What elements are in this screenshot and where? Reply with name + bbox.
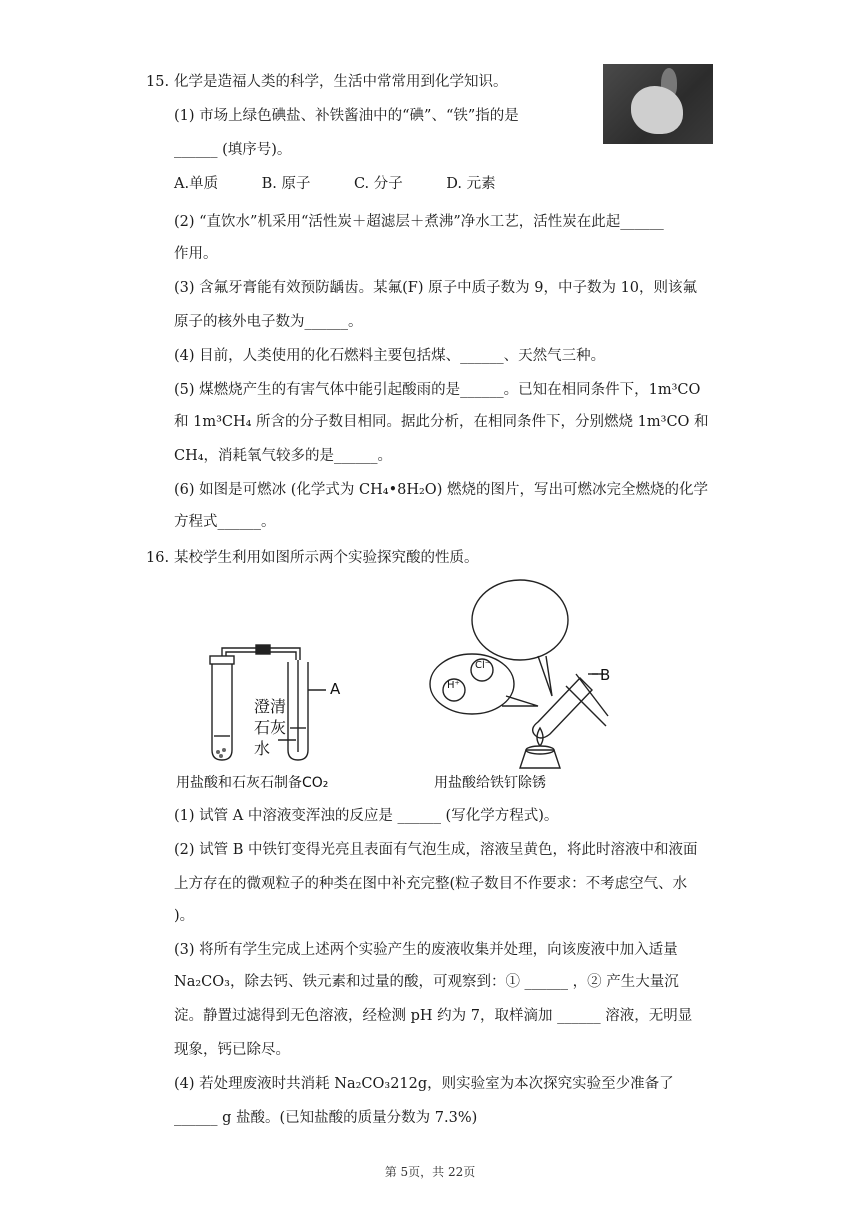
- q15-part5-line1: (5) 煤燃烧产生的有害气体中能引起酸雨的是______。已知在相同条件下，1m³CO: [174, 382, 701, 398]
- q15-part5-line3: CH₄，消耗氧气较多的是______。: [174, 448, 393, 464]
- chloride-ion-label: Cl⁻: [475, 660, 491, 671]
- question-15-stem: 化学是造福人类的科学，生活中常常用到化学知识。: [174, 74, 508, 90]
- q16-part2-line3: )。: [174, 908, 195, 924]
- q16-part3-line1: (3) 将所有学生完成上述两个实验产生的废液收集并处理，向该废液中加入适量: [174, 942, 678, 958]
- page-footer: 第 5页，共 22页: [384, 1165, 476, 1179]
- q16-part4-line2: ______ g 盐酸。(已知盐酸的质量分数为 7.3%): [174, 1110, 478, 1126]
- tube-a-label: A: [330, 680, 341, 698]
- rust-figure-caption: 用盐酸给铁钉除锈: [434, 775, 546, 791]
- q16-part3-line3: 淀。静置过滤得到无色溶液，经检测 pH 约为 7，取样滴加 ______ 溶液，无明显: [174, 1008, 693, 1024]
- q16-part1: (1) 试管 A 中溶液变浑浊的反应是 ______ (写化学方程式)。: [174, 808, 559, 824]
- q16-part4-line1: (4) 若处理废液时共消耗 Na₂CO₃212g，则实验室为本次探究实验至少准备了: [174, 1076, 674, 1092]
- q15-part3-line2: 原子的核外电子数为______。: [174, 314, 363, 330]
- co2-figure-caption: 用盐酸和石灰石制备CO₂: [176, 775, 329, 791]
- q16-part3-line2: Na₂CO₃，除去钙、铁元素和过量的酸，可观察到：① ______ ，② 产生大量沉: [174, 974, 679, 990]
- q15-part6-line2: 方程式______。: [174, 514, 276, 530]
- q15-part1-line1: (1) 市场上绿色碘盐、补铁酱油中的“碘”、“铁”指的是: [174, 108, 519, 124]
- combustible-ice-photo: [603, 64, 713, 144]
- q15-part6-line1: (6) 如图是可燃冰 (化学式为 CH₄•8H₂O) 燃烧的图片，写出可燃冰完全燃烧的化学: [174, 482, 708, 498]
- q15-part2-line2: 作用。: [174, 246, 218, 262]
- limewater-label: 澄清石灰水: [254, 697, 287, 758]
- q15-part3-line1: (3) 含氟牙膏能有效预防龋齿。某氟(F) 原子中质子数为 9，中子数为 10，则该氟: [174, 280, 698, 296]
- co2-apparatus-figure: [200, 640, 370, 770]
- tube-b-label: B: [600, 666, 611, 684]
- q15-choices: A.单质 B. 原子 C. 分子 D. 元素: [174, 176, 496, 192]
- q16-part2-line1: (2) 试管 B 中铁钉变得光亮且表面有气泡生成，溶液呈黄色，将此时溶液中和液面: [174, 842, 698, 858]
- q15-part5-line2: 和 1m³CH₄ 所含的分子数目相同。据此分析，在相同条件下，分别燃烧 1m³CO 和: [174, 414, 709, 430]
- rust-removal-figure: [420, 578, 640, 774]
- q15-part1-line2: ______ (填序号)。: [174, 142, 292, 158]
- hydrogen-ion-label: H⁺: [447, 680, 460, 691]
- q15-part4: (4) 目前，人类使用的化石燃料主要包括煤、______、天然气三种。: [174, 348, 606, 364]
- question-16-number: 16.: [146, 550, 170, 566]
- q15-part2-line1: (2) “直饮水”机采用“活性炭＋超滤层＋煮沸”净水工艺，活性炭在此起______: [174, 214, 664, 230]
- question-15-number: 15.: [146, 74, 170, 90]
- q16-part3-line4: 现象，钙已除尽。: [174, 1042, 290, 1058]
- q16-part2-line2: 上方存在的微观粒子的种类在图中补充完整(粒子数目不作要求：不考虑空气、水: [174, 876, 688, 892]
- question-16-stem: 某校学生利用如图所示两个实验探究酸的性质。: [174, 550, 479, 566]
